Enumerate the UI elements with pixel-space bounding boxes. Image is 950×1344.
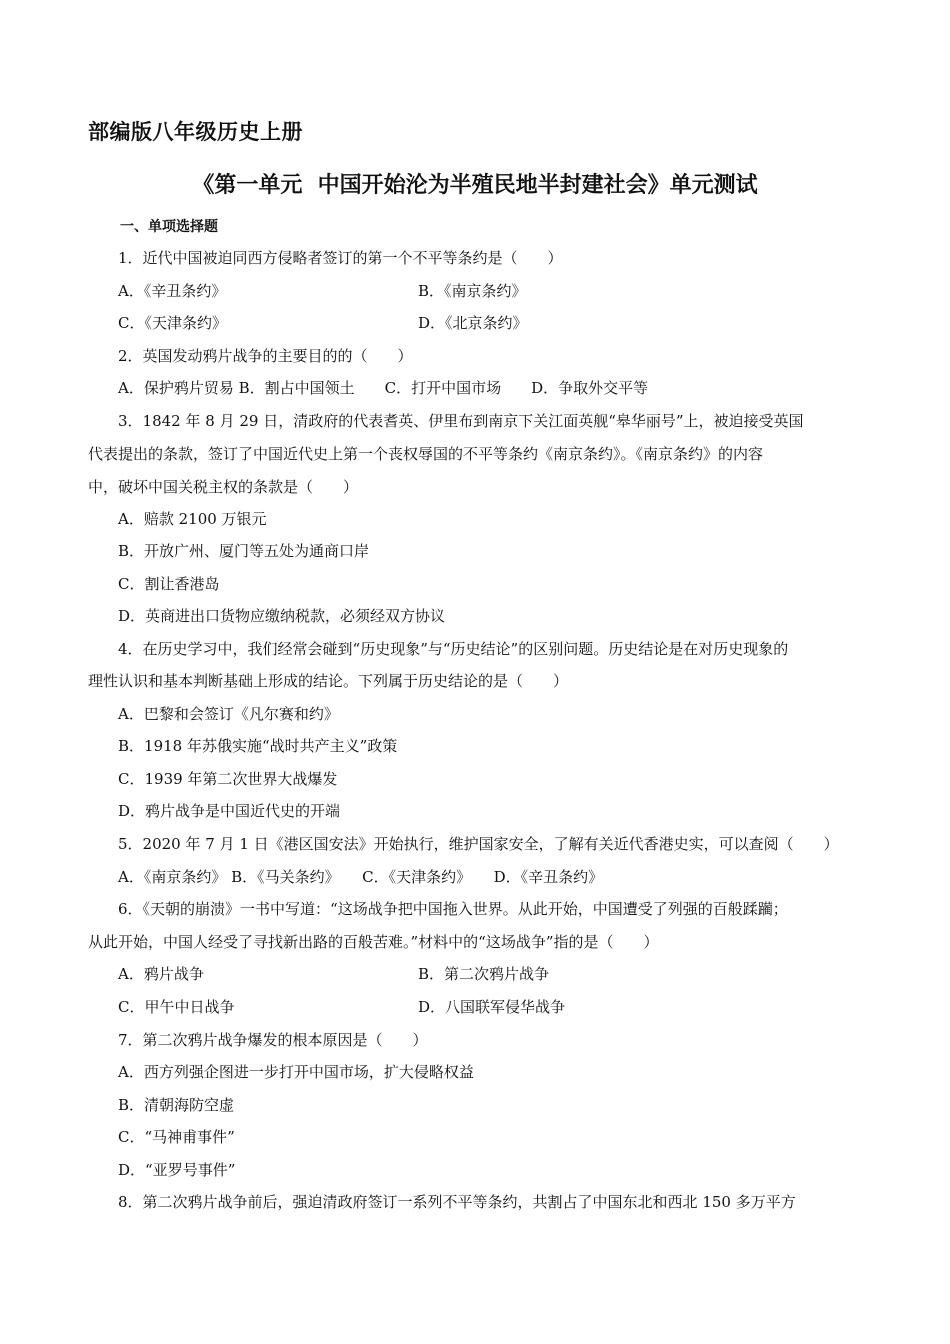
question-4-option-a: A．巴黎和会签订《凡尔赛和约》 (118, 705, 339, 723)
question-3-option-a: A．赔款 2100 万银元 (118, 510, 267, 528)
question-4-stem-line2: 理性认识和基本判断基础上形成的结论。下列属于历史结论的是（ ） (88, 672, 569, 690)
question-5-stem: 5．2020 年 7 月 1 日《港区国安法》开始执行，维护国家安全，了解有关近代香港史实，可以查阅（ ） (118, 835, 839, 853)
question-1-option-a: A．《辛丑条约》 (118, 282, 227, 300)
question-4-option-d: D．鸦片战争是中国近代史的开端 (118, 802, 341, 820)
question-6-option-b: B．第二次鸦片战争 (418, 965, 550, 983)
question-1-option-b: B．《南京条约》 (418, 282, 527, 300)
question-1-stem: 1．近代中国被迫同西方侵略者签订的第一个不平等条约是（ ） (118, 249, 563, 267)
question-6-option-a: A．鸦片战争 (118, 965, 204, 983)
question-1-option-d: D．《北京条约》 (418, 314, 528, 332)
question-7-stem: 7．第二次鸦片战争爆发的根本原因是（ ） (118, 1031, 428, 1049)
question-5-options: A．《南京条约》 B．《马关条约》 C．《天津条约》 D．《辛丑条约》 (118, 868, 604, 886)
question-6-stem-line1: 6．《天朝的崩溃》一书中写道：“这场战争把中国拖入世界。从此开始，中国遭受了列强的百般蹂躏； (118, 900, 788, 918)
question-2-stem: 2．英国发动鸦片战争的主要目的的（ ） (118, 347, 413, 365)
question-4-option-c: C．1939 年第二次世界大战爆发 (118, 770, 338, 788)
question-3-option-d: D．英商进出口货物应缴纳税款，必须经双方协议 (118, 607, 446, 625)
question-3-option-b: B．开放广州、厦门等五处为通商口岸 (118, 542, 370, 560)
question-3-option-c: C．割让香港岛 (118, 575, 220, 593)
question-7-option-a: A．西方列强企图进一步打开中国市场，扩大侵略权益 (118, 1063, 474, 1081)
question-7-option-b: B．清朝海防空虚 (118, 1096, 235, 1114)
document-title: 部编版八年级历史上册 (88, 120, 303, 144)
document-subtitle: 《第一单元 中国开始沦为半殖民地半封建社会》单元测试 (192, 173, 758, 198)
question-3-stem-line1: 3．1842 年 8 月 29 日，清政府的代表耆英、伊里布到南京下关江面英舰“皋华丽号”上，被迫接受英国 (118, 412, 804, 430)
question-1-option-c: C．《天津条约》 (118, 314, 227, 332)
question-6-stem-line2: 从此开始，中国人经受了寻找新出路的百般苦难。”材料中的“这场战争”指的是（ ） (88, 933, 659, 951)
question-7-option-c: C．“马神甫事件” (118, 1128, 235, 1146)
section-heading: 一、单项选择题 (120, 219, 218, 235)
question-3-stem-line3: 中，破坏中国关税主权的条款是（ ） (88, 478, 359, 496)
question-6-option-c: C．甲午中日战争 (118, 998, 235, 1016)
question-4-option-b: B．1918 年苏俄实施“战时共产主义”政策 (118, 737, 398, 755)
question-8-stem-line1: 8．第二次鸦片战争前后，强迫清政府签订一系列不平等条约，共割占了中国东北和西北 150 多万平方 (118, 1193, 796, 1211)
question-3-stem-line2: 代表提出的条款，签订了中国近代史上第一个丧权辱国的不平等条约《南京条约》。《南京条约》的内容 (88, 445, 764, 463)
question-7-option-d: D．“亚罗号事件” (118, 1161, 236, 1179)
question-6-option-d: D．八国联军侵华战争 (418, 998, 566, 1016)
question-4-stem-line1: 4．在历史学习中，我们经常会碰到“历史现象”与“历史结论”的区别问题。历史结论是在对历史现象的 (118, 640, 789, 658)
question-2-options: A．保护鸦片贸易 B．割占中国领土 C．打开中国市场 D．争取外交平等 (118, 379, 649, 397)
